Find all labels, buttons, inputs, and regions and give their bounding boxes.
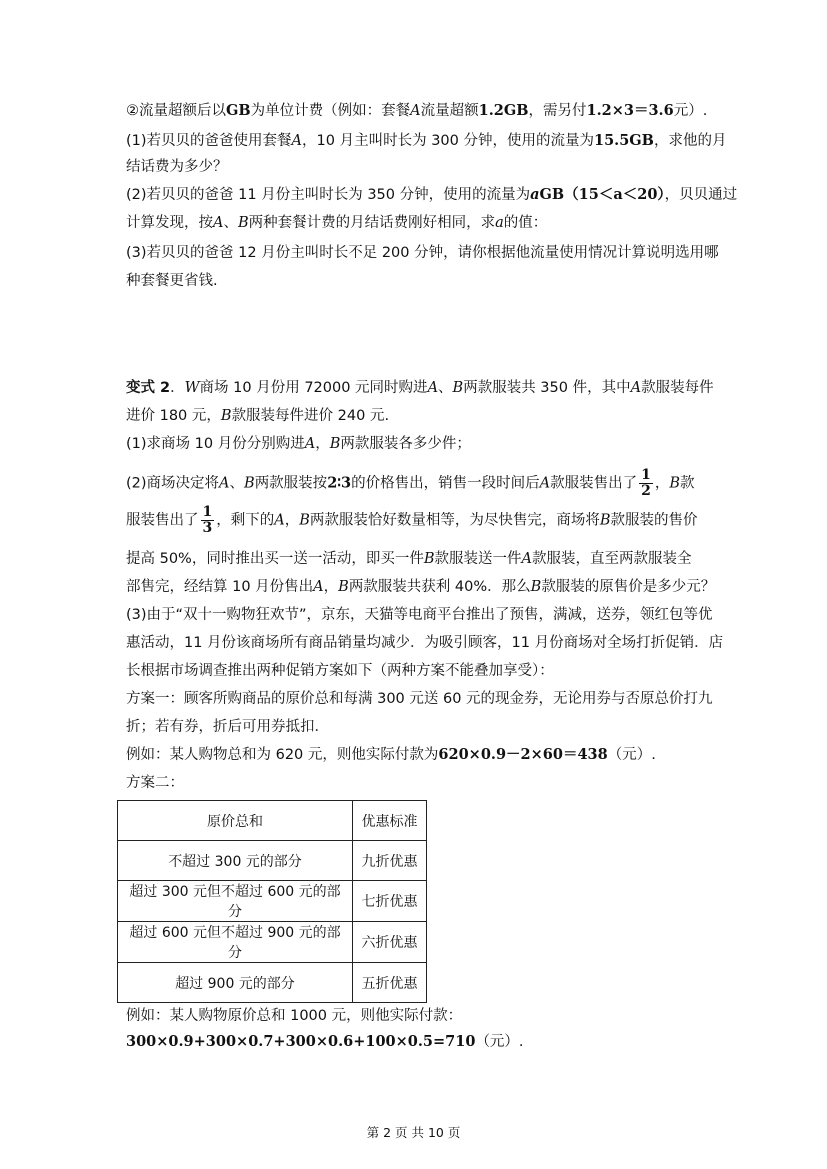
text: 款服装的原售价是多少元？	[541, 579, 716, 595]
var: A	[219, 475, 230, 492]
text: 为单位计费（例如：套餐	[250, 103, 411, 119]
table-cell: 不超过 300 元的部分	[118, 841, 353, 881]
plan-1-line-2	[126, 717, 329, 737]
var: A	[410, 103, 421, 119]
fraction-one-third	[201, 505, 215, 536]
text: 计算发现，按	[126, 215, 213, 231]
question-1-line-2	[126, 157, 228, 177]
text: 提高 50%，同时推出买一送一活动，即买一件	[126, 551, 424, 567]
text: 两种套餐计费的月结话费刚好相同，求	[248, 215, 496, 231]
math: 1.2GB	[478, 102, 529, 119]
text: 两款服装恰好数量相等，为尽快售完，商场将	[309, 512, 600, 529]
text: 、	[438, 380, 453, 396]
text: 种套餐更省钱.	[126, 273, 218, 289]
variant-title: 变式 2	[126, 380, 171, 396]
question-1-line-1	[126, 131, 726, 151]
table-cell: 超过 600 元但不超过 900 元的部分	[118, 922, 353, 963]
text: ．	[170, 380, 185, 396]
var: B	[452, 380, 464, 396]
text: ②流量超额后以	[126, 103, 226, 119]
text: 元）.	[673, 103, 708, 119]
text: 款服装售出了	[550, 475, 638, 492]
text: ，	[654, 475, 670, 492]
variant-2-question-2-line-2	[126, 505, 698, 536]
denominator: 3	[202, 520, 213, 536]
unit: GB	[226, 102, 251, 119]
fee-rule-line	[126, 101, 707, 121]
text: ，需另付	[528, 103, 587, 119]
text: 两款服装按	[254, 475, 328, 492]
text: ，10 月主叫时长为 300 分钟，使用的流量为	[302, 133, 594, 149]
text: ，贝贝通过	[664, 187, 738, 203]
text: 例如：某人购物原价总和 1000 元，则他实际付款：	[126, 1008, 463, 1024]
table-cell: 六折优惠	[353, 922, 427, 963]
variant-2-line-2	[126, 406, 389, 426]
text: 结话费为多少？	[126, 159, 228, 175]
text: 款服装的售价	[610, 512, 698, 529]
text: 惠活动，11 月份该商场所有商品销量均减少．为吸引顾客，11 月份商场对全场打折促销．店	[126, 635, 724, 651]
table-cell: 超过 900 元的部分	[118, 963, 353, 1003]
text: (3)由于“双十一购物狂欢节”，京东，天猫等电商平台推出了预售，满减，送券，领红包等优	[126, 607, 713, 623]
var: B	[530, 579, 542, 595]
text: 款服装送一件	[434, 551, 522, 567]
var: B	[423, 551, 435, 567]
question-3-line-2	[126, 271, 218, 291]
question-2-line-1	[126, 185, 737, 205]
text: 方案一：顾客所购商品的原价总和每满 300 元送 60 元的现金券，无论用券与否原总价打九	[126, 691, 713, 707]
table-cell: 五折优惠	[353, 963, 427, 1003]
page-footer: 第 2 页 共 10 页	[366, 1125, 461, 1140]
question-3-line-1	[126, 243, 719, 263]
text: 服装售出了	[126, 512, 199, 529]
text: ，	[315, 436, 330, 452]
var: A	[313, 579, 324, 595]
text: (2)若贝贝的爸爸 11 月份主叫时长为 350 分钟，使用的流量为	[126, 187, 531, 203]
numerator: 1	[202, 504, 213, 520]
var: B	[237, 215, 249, 231]
text: ，剩下的	[216, 512, 275, 529]
text: （元）.	[607, 747, 656, 763]
table-header-row	[118, 801, 427, 841]
discount-table	[117, 800, 427, 1003]
math: 620×0.9－2×60＝438	[438, 746, 608, 763]
var: B	[244, 475, 255, 492]
math: 300×0.9+300×0.7+300×0.6+100×0.5=710	[126, 1033, 476, 1050]
table-cell: 七折优惠	[353, 881, 427, 922]
text: 流量超额	[420, 103, 479, 119]
text: 款服装每件进价 240 元.	[231, 408, 390, 424]
text: 部售完，经结算 10 月份售出	[126, 579, 314, 595]
variant-2-question-2-line-1	[126, 468, 695, 499]
var: B	[299, 512, 310, 529]
var: A	[521, 551, 532, 567]
text: 两款服装各多少件；	[340, 436, 471, 452]
table-row	[118, 922, 427, 963]
var: A	[304, 436, 316, 452]
var: A	[630, 380, 642, 396]
numerator: 1	[641, 467, 651, 483]
text: 商场 10 月份用 72000 元同时购进	[199, 380, 428, 396]
math: （15＜a＜20）	[564, 186, 665, 203]
text: 折；若有券，折后可用券抵扣．	[126, 719, 329, 735]
table-cell: 九折优惠	[353, 841, 427, 881]
text: 两款服装共 350 件，其中	[463, 380, 631, 396]
variant-2-question-3-line-3	[126, 661, 554, 681]
table-row	[118, 841, 427, 881]
text: 款服装每件	[641, 380, 714, 396]
text: (2)商场决定将	[126, 475, 220, 492]
var: B	[599, 512, 611, 529]
var: A	[213, 215, 224, 231]
var: B	[220, 408, 232, 424]
fraction-one-half	[639, 468, 653, 499]
text: （元）.	[475, 1034, 524, 1050]
variant-2-question-3-line-2	[126, 633, 723, 653]
text: 两款服装共获利 40%．那么	[348, 579, 531, 595]
table-header-cell: 优惠标准	[353, 801, 427, 841]
table-row	[118, 881, 427, 922]
plan-1-line-1	[126, 689, 713, 709]
var: a	[495, 215, 504, 231]
table-header-cell: 原价总和	[118, 801, 353, 841]
var: W	[184, 380, 200, 396]
var: B	[329, 436, 341, 452]
var: A	[539, 475, 551, 492]
text: 款	[680, 475, 695, 492]
text: 例如：某人购物总和为 620 元，则他实际付款为	[126, 747, 439, 763]
variant-2-question-3-line-1	[126, 605, 713, 625]
text: (3)若贝贝的爸爸 12 月份主叫时长不足 200 分钟，请你根据他流量使用情况计算说明选用哪	[126, 245, 719, 261]
text: 的价格售出，销售一段时间后	[351, 475, 540, 492]
text: 、	[223, 215, 238, 231]
text: 长根据市场调查推出两种促销方案如下（两种方案不能叠加享受）：	[126, 663, 554, 679]
variant-2-question-2-line-4	[126, 577, 715, 597]
question-2-line-2	[126, 213, 547, 233]
var: A	[291, 133, 303, 149]
variant-2-question-1	[126, 434, 471, 454]
var: B	[338, 579, 349, 595]
table-row	[118, 963, 427, 1003]
text: ，	[323, 579, 339, 595]
var: B	[669, 475, 681, 492]
text: (1)若贝贝的爸爸使用套餐	[126, 133, 292, 149]
math: 15.5GB	[593, 132, 654, 149]
variant-2-line-1	[126, 378, 714, 398]
var: a	[530, 186, 540, 203]
text: 款服装，直至两款服装全	[531, 551, 692, 567]
text: ，	[284, 512, 300, 529]
plan-2-example-line-1	[126, 1006, 462, 1026]
var: A	[427, 380, 439, 396]
text: 进价 180 元，	[126, 408, 221, 424]
denominator: 2	[641, 483, 651, 499]
math: 1.2×3＝3.6	[586, 102, 674, 119]
text: 的值：	[503, 215, 548, 231]
var: A	[274, 512, 285, 529]
text: (1)求商场 10 月份分别购进	[126, 436, 305, 452]
math: 2∶3	[327, 474, 352, 492]
text: ，求他的月	[653, 133, 727, 149]
plan-2-example-line-2	[126, 1032, 524, 1052]
text: 方案二：	[126, 775, 184, 791]
plan-1-example	[126, 745, 656, 765]
table-cell: 超过 300 元但不超过 600 元的部分	[118, 881, 353, 922]
plan-2-label	[126, 773, 184, 793]
variant-2-question-2-line-3	[126, 549, 691, 569]
text: 、	[229, 475, 245, 492]
unit: GB	[539, 186, 565, 203]
